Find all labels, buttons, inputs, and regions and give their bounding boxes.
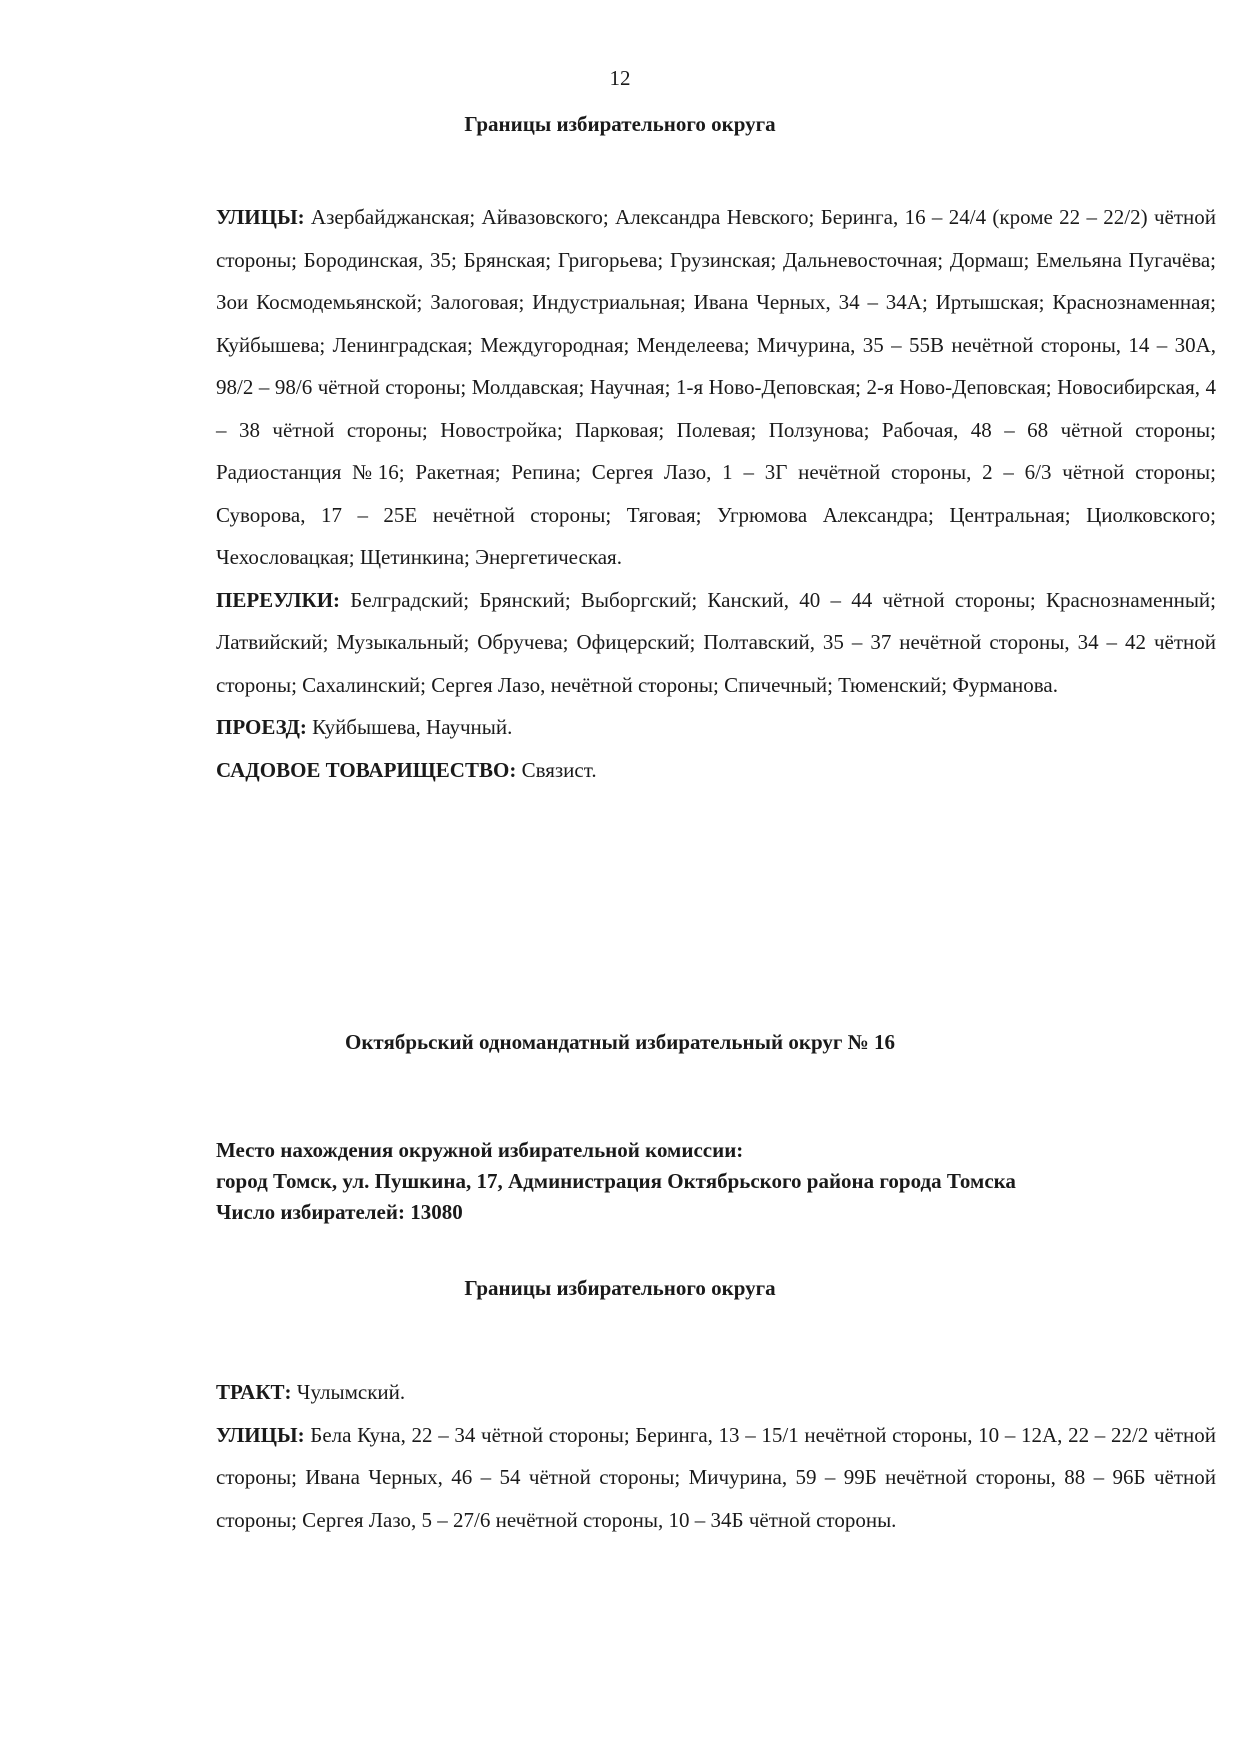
passage-label: ПРОЕЗД:	[216, 715, 307, 739]
streets-label-2: УЛИЦЫ:	[216, 1422, 305, 1447]
garden-partnership-text: Связист.	[521, 757, 597, 782]
tract-text: Чулымский.	[296, 1380, 406, 1404]
lanes-label: ПЕРЕУЛКИ:	[216, 587, 341, 612]
streets-text-2: Бела Куна, 22 – 34 чётной стороны; Беринга, 13 – 15/1 нечётной стороны, 10 – 12А, 22 – 22/2 чётной стороны; Ивана Черных, 46 – 54 чётной стороны; Мичурина, 59 – 99Б нечётной стороны, 88 – 96Б чётной стороны; Сергея Лазо, 5 – 27/6 нечётной стороны, 10 – 34Б чётной стороны.	[216, 1422, 1216, 1532]
section-heading-boundaries-2: Границы избирательного округа	[464, 1276, 776, 1300]
boundaries-list-2	[216, 1371, 1216, 1541]
streets-paragraph	[216, 196, 1216, 579]
lanes-paragraph	[216, 579, 1216, 707]
streets-label: УЛИЦЫ:	[216, 205, 305, 229]
garden-partnership-label: САДОВОЕ ТОВАРИЩЕСТВО:	[216, 757, 517, 782]
tract-paragraph	[216, 1371, 1216, 1414]
commission-label: Место нахождения окружной избирательной комиссии:	[216, 1138, 744, 1162]
voter-count: Число избирателей: 13080	[216, 1200, 463, 1224]
passage-paragraph	[216, 706, 1216, 749]
streets-text: Азербайджанская; Айвазовского; Александра Невского; Беринга, 16 – 24/4 (кроме 22 – 22/2) чётной стороны; Бородинская, 35; Брянская; Григорьева; Грузинская; Дальневосточная; Дормаш; Емельяна Пугачёва; Зои Космодемьянской; Залоговая; Индустриальная; Ивана Черных, 34 – 34А; Иртышская; Краснознаменная; Куйбышева; Ленинградская; Междугородная; Менделеева; Мичурина, 35 – 55В нечётной стороны, 14 – 30А, 98/2 – 98/6 чётной стороны; Молдавская; Научная; 1-я Ново-Деповская; 2-я Ново-Деповская; Новосибирская, 4 – 38 чётной стороны; Новостройка; Парковая; Полевая; Ползунова; Рабочая, 48 – 68 чётной стороны; Радиостанция №16; Ракетная; Репина; Сергея Лазо, 1 – 3Г нечётной стороны, 2 – 6/3 чётной стороны; Суворова, 17 – 25Е нечётной стороны; Тяговая; Угрюмова Александра; Центральная; Циолковского; Чехословацкая; Щетинкина; Энергетическая.	[216, 205, 1217, 569]
tract-label: ТРАКТ:	[216, 1380, 292, 1404]
garden-partnership-paragraph	[216, 749, 1216, 792]
streets-paragraph-2	[216, 1414, 1216, 1542]
district-title: Октябрьский одномандатный избирательный округ № 16	[345, 1030, 895, 1054]
passage-text: Куйбышева, Научный.	[312, 715, 513, 739]
commission-address: город Томск, ул. Пушкина, 17, Администрация Октябрьского района города Томска	[216, 1169, 1016, 1193]
section-heading-boundaries-1: Границы избирательного округа	[464, 112, 776, 136]
commission-info	[216, 1135, 1216, 1228]
boundaries-list-1	[216, 196, 1216, 791]
lanes-text: Белградский; Брянский; Выборгский; Канский, 40 – 44 чётной стороны; Краснознаменный; Латвийский; Музыкальный; Обручева; Офицерский; Полтавский, 35 – 37 нечётной стороны, 34 – 42 чётной стороны; Сахалинский; Сергея Лазо, нечётной стороны; Спичечный; Тюменский; Фурманова.	[216, 587, 1216, 697]
page-number: 12	[609, 66, 631, 90]
